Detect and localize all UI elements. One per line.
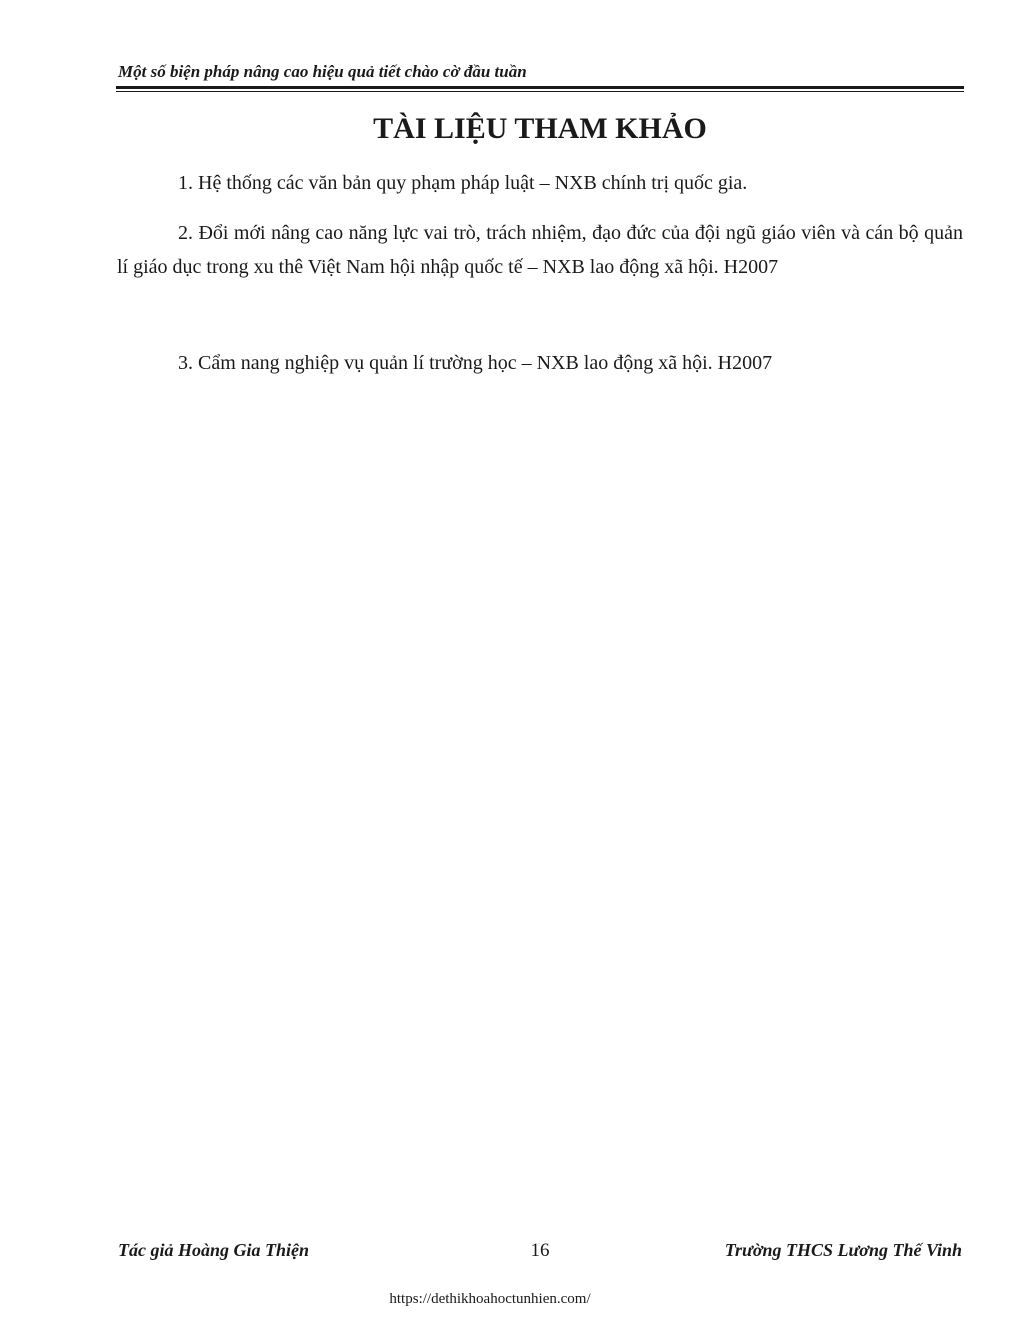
reference-item-2: 2. Đổi mới nâng cao năng lực vai trò, trách nhiệm, đạo đức của đội ngũ giáo viên và cán bộ quản lí giáo dục trong xu thê Việt Nam hội nhập quốc tế – NXB lao động xã hội. H2007	[117, 222, 963, 278]
running-header: Một số biện pháp nâng cao hiệu quả tiết chào cờ đầu tuần	[118, 62, 527, 81]
page-title: TÀI LIỆU THAM KHẢO	[373, 112, 707, 145]
footer-school: Trường THCS Lương Thế Vinh	[724, 1240, 962, 1260]
reference-item-3: 3. Cẩm nang nghiệp vụ quản lí trường học – NXB lao động xã hội. H2007	[178, 352, 773, 374]
header-rule-thick	[116, 86, 964, 89]
page-number: 16	[530, 1240, 550, 1261]
source-url: https://dethikhoahoctunhien.com/	[389, 1291, 591, 1307]
footer-author: Tác giả Hoàng Gia Thiện	[118, 1240, 310, 1260]
header-rule-thin	[116, 91, 964, 92]
reference-item-1: 1. Hệ thống các văn bản quy phạm pháp luật – NXB chính trị quốc gia.	[178, 172, 748, 194]
